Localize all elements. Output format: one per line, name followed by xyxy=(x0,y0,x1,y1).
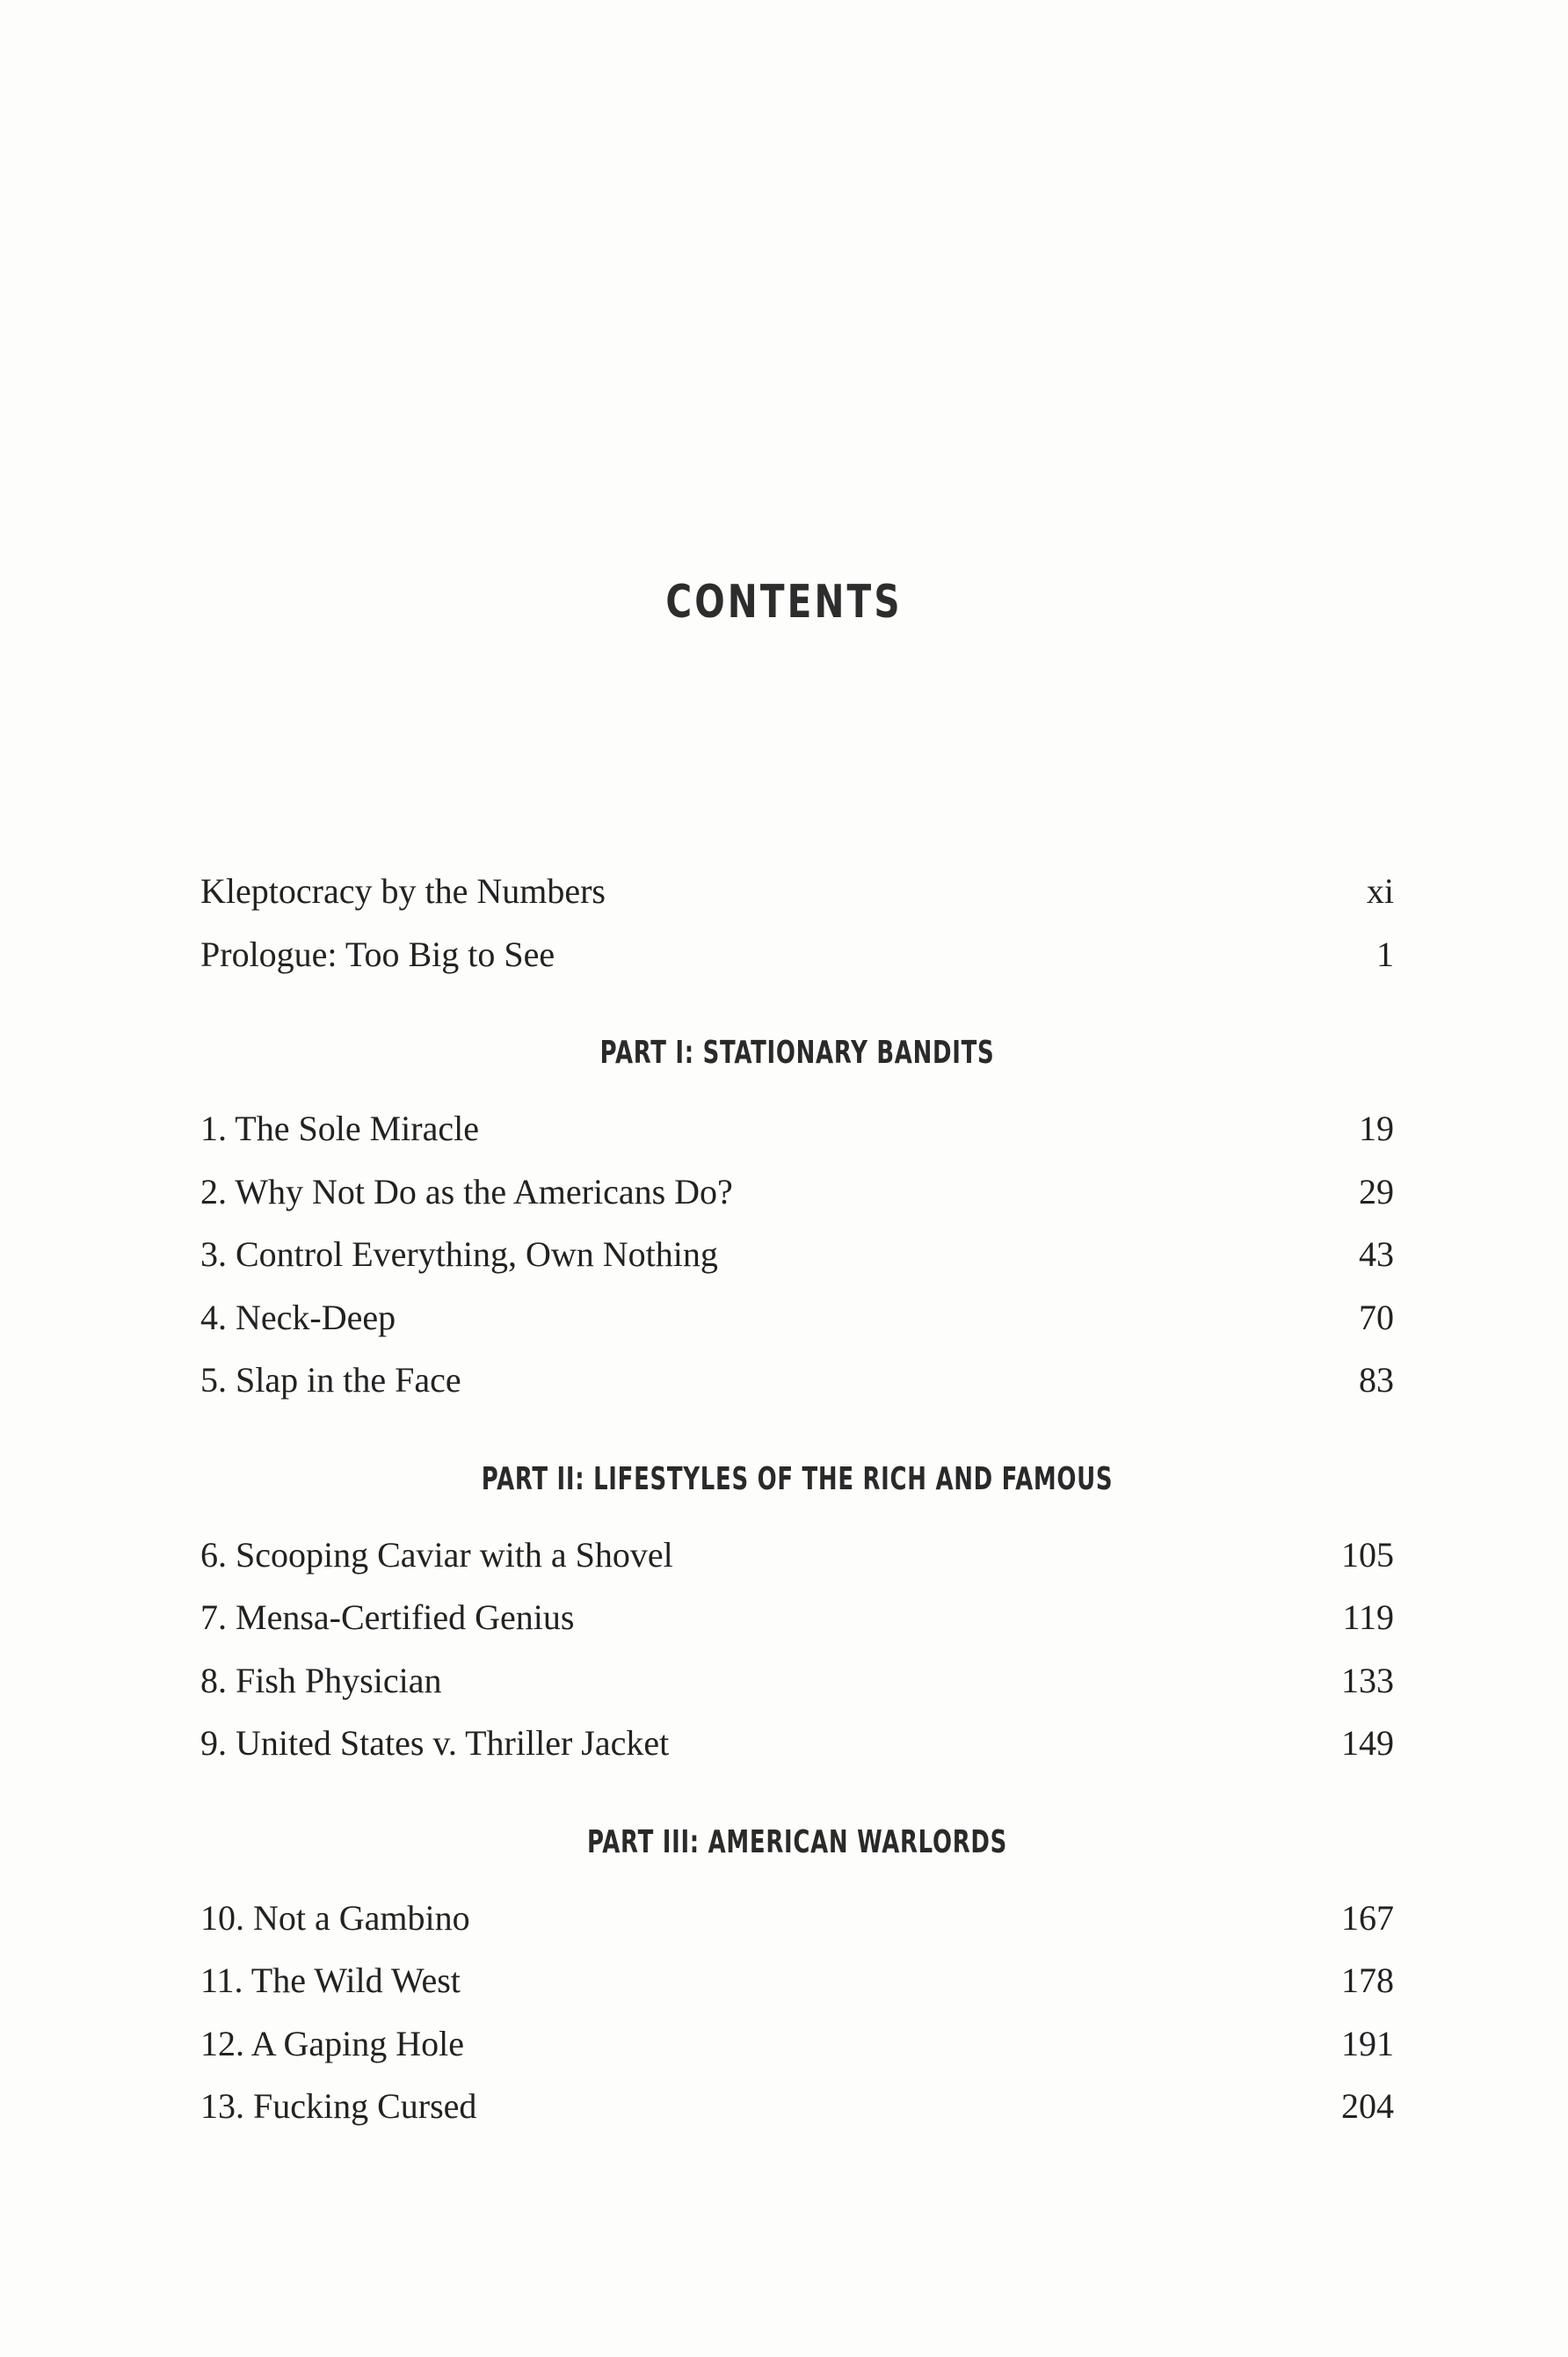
page-title: CONTENTS xyxy=(665,576,903,629)
toc-entry[interactable] xyxy=(200,870,1394,934)
page-number: 204 xyxy=(1341,2086,1394,2126)
entry-title: 8. Fish Physician xyxy=(200,1660,442,1700)
entry-title: 12. A Gaping Hole xyxy=(200,2023,464,2063)
toc-entry[interactable] xyxy=(200,1660,1394,1723)
entry-title: 11. The Wild West xyxy=(200,1961,461,2000)
entry-title: 1. The Sole Miracle xyxy=(200,1109,479,1148)
page-number: 1 xyxy=(1376,934,1394,974)
toc-entry[interactable] xyxy=(200,1960,1394,2023)
toc-entry[interactable] xyxy=(200,1108,1394,1171)
page-number: 133 xyxy=(1341,1660,1394,1700)
page-number: 83 xyxy=(1359,1360,1394,1400)
entry-title: 7. Mensa-Certified Genius xyxy=(200,1597,575,1637)
toc-entry[interactable] xyxy=(200,934,1394,997)
toc-entry[interactable] xyxy=(200,2085,1394,2149)
page-number: 70 xyxy=(1359,1297,1394,1337)
page-number: 29 xyxy=(1359,1171,1394,1211)
toc-entry[interactable] xyxy=(200,2023,1394,2086)
entry-title: 2. Why Not Do as the Americans Do? xyxy=(200,1171,733,1211)
page-number: 43 xyxy=(1359,1234,1394,1274)
entry-title: 6. Scooping Caviar with a Shovel xyxy=(200,1534,673,1575)
toc-entry[interactable] xyxy=(200,1297,1394,1360)
page-number: 105 xyxy=(1341,1534,1394,1575)
toc-entry[interactable] xyxy=(200,1171,1394,1234)
toc-entry[interactable] xyxy=(200,1534,1394,1597)
toc-entry[interactable] xyxy=(200,1233,1394,1297)
toc-entry[interactable] xyxy=(200,1722,1394,1786)
entry-title: Kleptocracy by the Numbers xyxy=(200,871,606,911)
page-number: 19 xyxy=(1359,1109,1394,1148)
entry-title: 3. Control Everything, Own Nothing xyxy=(200,1234,718,1274)
table-of-contents xyxy=(200,870,1394,2149)
part-heading: PART III: AMERICAN WARLORDS xyxy=(586,1823,1008,1860)
entry-title: 9. United States v. Thriller Jacket xyxy=(200,1723,670,1763)
toc-entry[interactable] xyxy=(200,1359,1394,1422)
page-number: 191 xyxy=(1341,2023,1394,2063)
entry-title: 5. Slap in the Face xyxy=(200,1360,461,1400)
page-number: 178 xyxy=(1341,1961,1394,2000)
page-number: 119 xyxy=(1342,1597,1394,1637)
page-number: xi xyxy=(1366,871,1394,911)
entry-title: 10. Not a Gambino xyxy=(200,1897,470,1938)
entry-title: Prologue: Too Big to See xyxy=(200,934,555,974)
toc-entry[interactable] xyxy=(200,1597,1394,1660)
part-heading: PART II: LIFESTYLES OF THE RICH AND FAMOUS xyxy=(481,1460,1114,1497)
part-heading: PART I: STATIONARY BANDITS xyxy=(599,1035,995,1071)
page-number: 167 xyxy=(1341,1897,1394,1938)
page-number: 149 xyxy=(1341,1723,1394,1763)
toc-entry[interactable] xyxy=(200,1897,1394,1961)
entry-title: 4. Neck-Deep xyxy=(200,1297,396,1337)
entry-title: 13. Fucking Cursed xyxy=(200,2086,477,2126)
